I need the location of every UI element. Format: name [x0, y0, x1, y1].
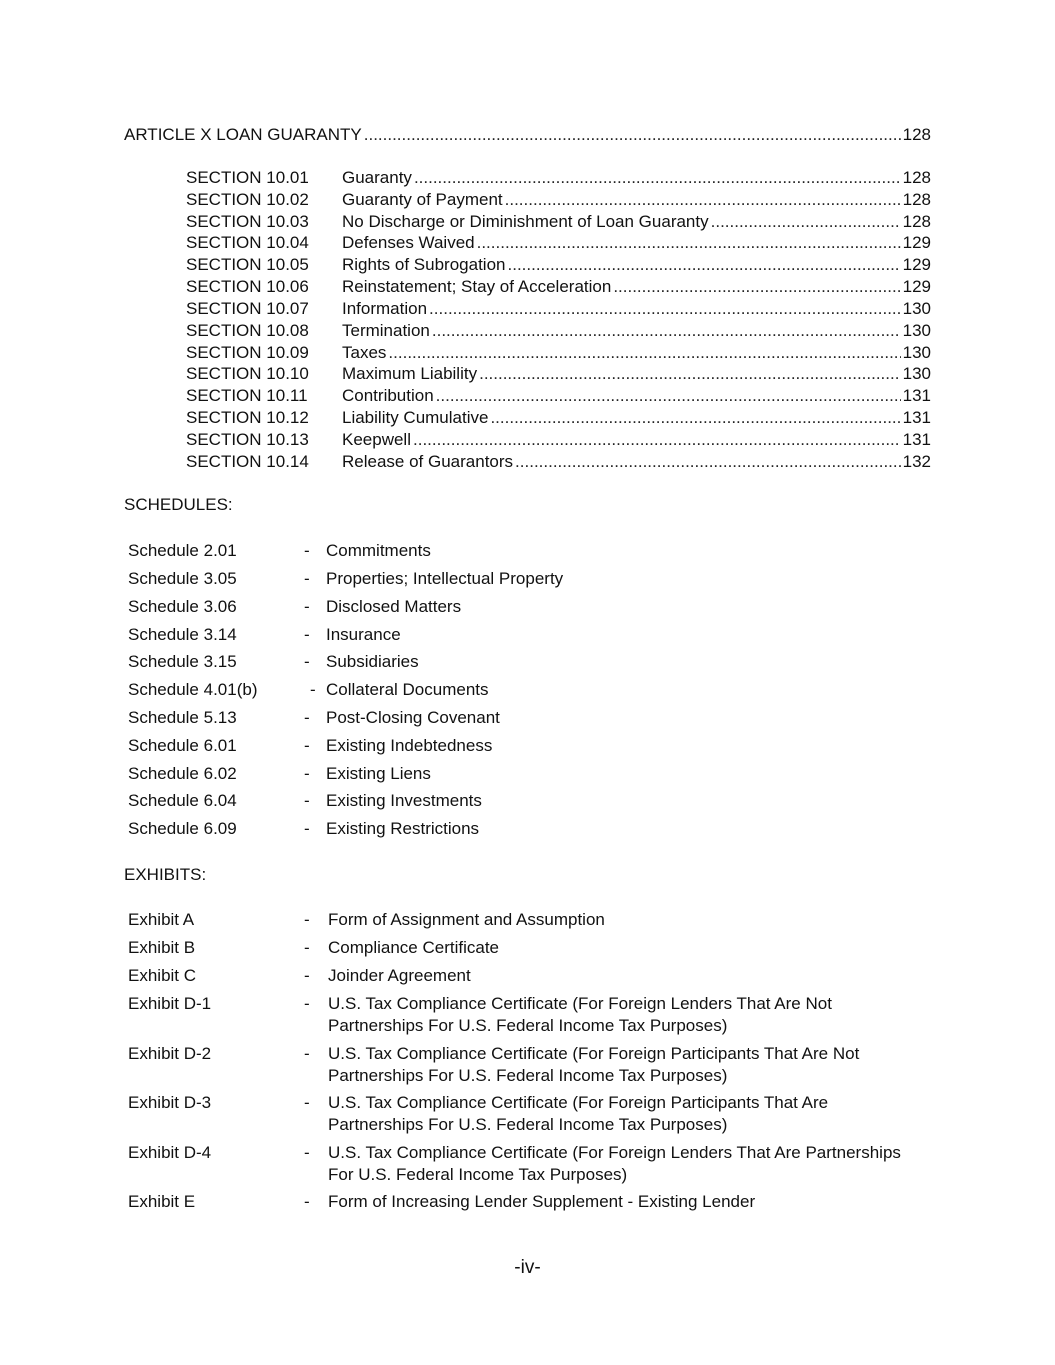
toc-section-line	[186, 451, 931, 473]
section-title: Reinstatement; Stay of Acceleration	[342, 277, 612, 296]
section-page: 130	[902, 299, 931, 318]
schedules-heading: SCHEDULES:	[124, 495, 233, 514]
toc-section-line	[186, 385, 931, 407]
exhibit-label: Exhibit E	[128, 1192, 196, 1211]
article-page: 128	[902, 125, 931, 144]
dash: -	[310, 680, 316, 699]
schedule-label: Schedule 6.09	[128, 819, 237, 838]
schedule-desc: Properties; Intellectual Property	[326, 569, 564, 588]
section-page: 128	[902, 190, 931, 209]
schedule-desc: Existing Indebtedness	[326, 736, 493, 755]
section-number: SECTION 10.09	[186, 343, 309, 362]
toc-section-line	[186, 189, 931, 211]
schedule-desc: Disclosed Matters	[326, 597, 462, 616]
schedule-desc: Existing Investments	[326, 791, 482, 810]
section-number: SECTION 10.08	[186, 321, 309, 340]
section-title: Liability Cumulative	[342, 408, 489, 427]
section-title: Termination	[342, 321, 430, 340]
dot-leader	[711, 211, 901, 233]
schedule-desc: Existing Liens	[326, 764, 431, 783]
dash: -	[304, 966, 310, 985]
dash: -	[304, 541, 310, 560]
dot-leader	[388, 342, 900, 364]
dot-leader	[505, 189, 901, 211]
section-number: SECTION 10.02	[186, 190, 309, 209]
section-title: Information	[342, 299, 428, 318]
exhibit-desc: U.S. Tax Compliance Certificate (For Foreign Participants That Are	[328, 1093, 829, 1112]
section-number: SECTION 10.10	[186, 364, 309, 383]
dash: -	[304, 708, 310, 727]
toc-section-line	[186, 167, 931, 189]
section-title: Contribution	[342, 386, 434, 405]
exhibit-desc: U.S. Tax Compliance Certificate (For Foreign Participants That Are Not	[328, 1044, 860, 1063]
toc-article-line	[124, 124, 931, 146]
dash: -	[304, 819, 310, 838]
toc-section-line	[186, 211, 931, 233]
exhibit-label: Exhibit C	[128, 966, 197, 985]
schedule-label: Schedule 4.01(b)	[128, 680, 258, 699]
dash: -	[304, 625, 310, 644]
dash: -	[304, 1044, 310, 1063]
dot-leader	[436, 385, 901, 407]
schedule-label: Schedule 5.13	[128, 708, 237, 727]
section-page: 131	[902, 430, 931, 449]
section-title: Maximum Liability	[342, 364, 478, 383]
exhibit-desc: Form of Assignment and Assumption	[328, 910, 605, 929]
dash: -	[304, 938, 310, 957]
exhibit-label: Exhibit A	[128, 910, 195, 929]
section-number: SECTION 10.12	[186, 408, 309, 427]
dash: -	[304, 994, 310, 1013]
section-title: Guaranty	[342, 168, 412, 187]
dash: -	[304, 1093, 310, 1112]
section-number: SECTION 10.06	[186, 277, 309, 296]
toc-section-line	[186, 342, 931, 364]
dash: -	[304, 1143, 310, 1162]
section-number: SECTION 10.04	[186, 233, 309, 252]
schedule-desc: Insurance	[326, 625, 401, 644]
section-title: Taxes	[342, 343, 387, 362]
dot-leader	[490, 407, 900, 429]
toc-section-line	[186, 298, 931, 320]
schedule-desc: Commitments	[326, 541, 431, 560]
article-title: ARTICLE X LOAN GUARANTY	[124, 125, 362, 144]
exhibit-desc: Form of Increasing Lender Supplement - Existing Lender	[328, 1192, 756, 1211]
dot-leader	[364, 124, 901, 146]
exhibit-desc-continued: Partnerships For U.S. Federal Income Tax Purposes)	[328, 1115, 728, 1134]
section-title: Keepwell	[342, 430, 411, 449]
exhibit-desc: Joinder Agreement	[328, 966, 471, 985]
dot-leader	[429, 298, 901, 320]
section-page: 131	[902, 408, 931, 427]
section-title: Guaranty of Payment	[342, 190, 503, 209]
toc-section-line	[186, 407, 931, 429]
section-title: Defenses Waived	[342, 233, 475, 252]
schedule-desc: Subsidiaries	[326, 652, 419, 671]
section-title: No Discharge or Diminishment of Loan Guaranty	[342, 212, 709, 231]
schedule-label: Schedule 6.04	[128, 791, 237, 810]
section-number: SECTION 10.14	[186, 452, 309, 471]
dash: -	[304, 1192, 310, 1211]
schedule-label: Schedule 3.05	[128, 569, 237, 588]
dot-leader	[515, 451, 901, 473]
page-number: -iv-	[514, 1257, 541, 1278]
section-title: Release of Guarantors	[342, 452, 514, 471]
schedule-label: Schedule 6.02	[128, 764, 237, 783]
exhibit-desc-continued: For U.S. Federal Income Tax Purposes)	[328, 1165, 628, 1184]
dash: -	[304, 910, 310, 929]
exhibit-label: Exhibit D-4	[128, 1143, 212, 1162]
exhibit-label: Exhibit B	[128, 938, 196, 957]
schedule-label: Schedule 3.14	[128, 625, 237, 644]
schedule-desc: Post-Closing Covenant	[326, 708, 500, 727]
section-page: 131	[902, 386, 931, 405]
dot-leader	[413, 429, 901, 451]
section-page: 129	[902, 255, 931, 274]
section-number: SECTION 10.11	[186, 386, 308, 405]
section-page: 132	[902, 452, 931, 471]
dot-leader	[477, 232, 901, 254]
section-page: 130	[902, 321, 931, 340]
dash: -	[304, 569, 310, 588]
schedule-desc: Collateral Documents	[326, 680, 489, 699]
toc-section-line	[186, 254, 931, 276]
exhibit-desc: Compliance Certificate	[328, 938, 500, 957]
section-page: 130	[902, 343, 931, 362]
section-page: 129	[902, 277, 931, 296]
section-number: SECTION 10.07	[186, 299, 309, 318]
exhibit-label: Exhibit D-3	[128, 1093, 212, 1112]
exhibit-label: Exhibit D-1	[128, 994, 212, 1013]
toc-section-line	[186, 320, 931, 342]
exhibit-desc: U.S. Tax Compliance Certificate (For Foreign Lenders That Are Not	[328, 994, 832, 1013]
exhibit-label: Exhibit D-2	[128, 1044, 212, 1063]
dash: -	[304, 736, 310, 755]
dot-leader	[432, 320, 901, 342]
dash: -	[304, 652, 310, 671]
exhibit-desc: U.S. Tax Compliance Certificate (For Foreign Lenders That Are Partnerships	[328, 1143, 901, 1162]
section-page: 128	[902, 168, 931, 187]
section-title: Rights of Subrogation	[342, 255, 506, 274]
dot-leader	[479, 363, 901, 385]
section-page: 130	[902, 364, 931, 383]
section-number: SECTION 10.05	[186, 255, 309, 274]
section-number: SECTION 10.13	[186, 430, 309, 449]
schedule-label: Schedule 3.06	[128, 597, 237, 616]
exhibit-desc-continued: Partnerships For U.S. Federal Income Tax Purposes)	[328, 1016, 728, 1035]
schedule-label: Schedule 3.15	[128, 652, 237, 671]
dot-leader	[414, 167, 901, 189]
dash: -	[304, 764, 310, 783]
dash: -	[304, 791, 310, 810]
toc-section-line	[186, 363, 931, 385]
section-number: SECTION 10.03	[186, 212, 309, 231]
exhibit-desc-continued: Partnerships For U.S. Federal Income Tax Purposes)	[328, 1066, 728, 1085]
toc-section-line	[186, 276, 931, 298]
schedule-desc: Existing Restrictions	[326, 819, 480, 838]
section-page: 128	[902, 212, 931, 231]
section-page: 129	[902, 233, 931, 252]
dash: -	[304, 597, 310, 616]
schedule-label: Schedule 6.01	[128, 736, 237, 755]
dot-leader	[508, 254, 901, 276]
schedule-label: Schedule 2.01	[128, 541, 237, 560]
section-number: SECTION 10.01	[186, 168, 309, 187]
toc-section-line	[186, 232, 931, 254]
toc-section-line	[186, 429, 931, 451]
exhibits-heading: EXHIBITS:	[124, 865, 207, 884]
dot-leader	[613, 276, 900, 298]
